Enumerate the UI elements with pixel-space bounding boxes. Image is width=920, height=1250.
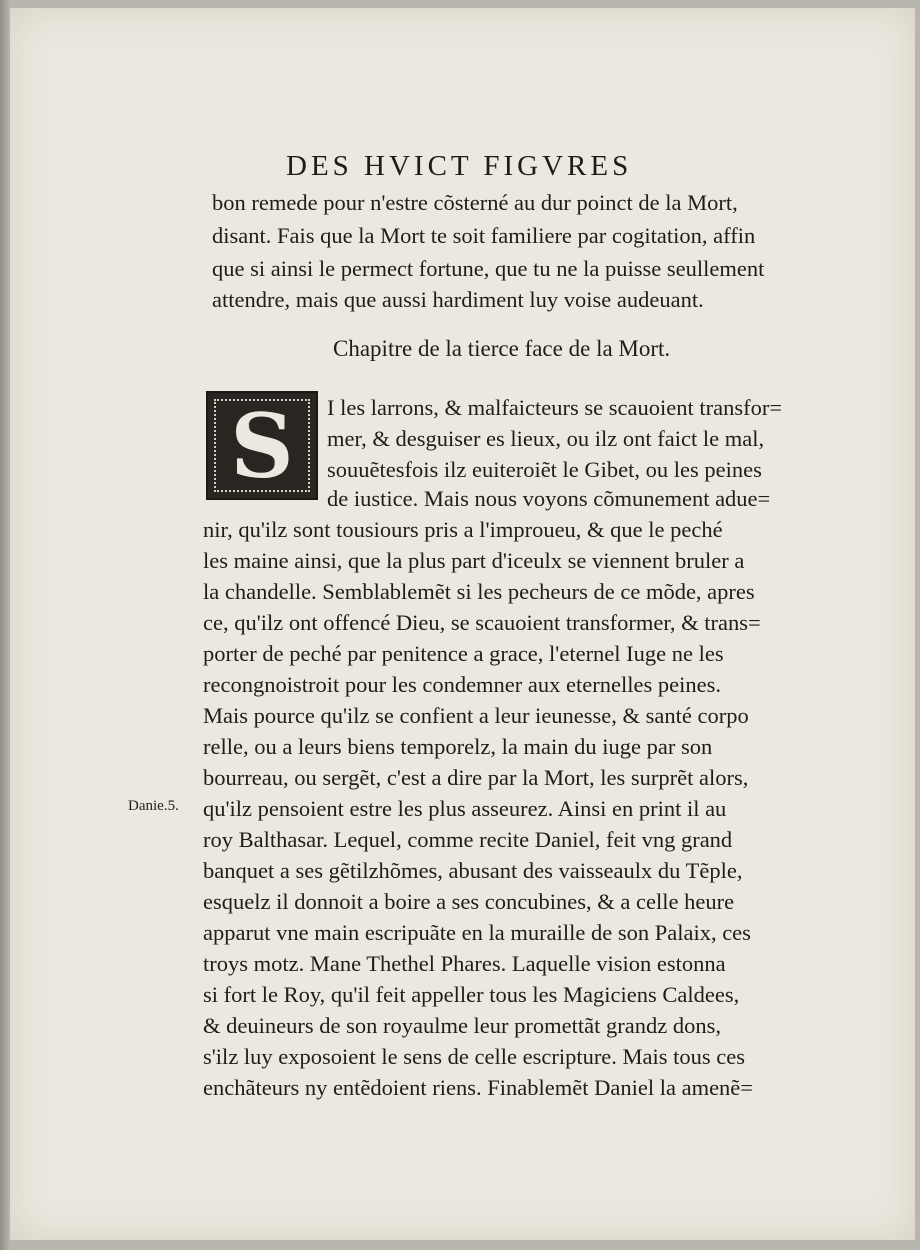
intro-line: attendre, mais que aussi hardiment luy voise audeuant.	[212, 287, 704, 312]
intro-line: disant. Fais que la Mort te soit familiere par cogitation, affin	[212, 223, 756, 248]
initial-line: mer, & desguiser es lieux, ou ilz ont faict le mal,	[327, 426, 765, 451]
body-line: Mais pource qu'ilz se confient a leur ieunesse, & santé corpo	[203, 703, 749, 728]
body-line: esquelz il donnoit a boire a ses concubines, & a celle heure	[203, 889, 735, 914]
running-head: DES HVICT FIGVRES	[286, 150, 633, 182]
body-line: nir, qu'ilz sont tousiours pris a l'improueu, & que le peché	[203, 517, 723, 542]
margin-note: Danie.5.	[128, 798, 179, 814]
body-line: la chandelle. Semblablemẽt si les pecheurs de ce mõde, apres	[203, 579, 755, 604]
initial-line: souuẽtesfois ilz euiteroiẽt le Gibet, ou les peines	[327, 457, 762, 482]
body-line: s'ilz luy exposoient le sens de celle escripture. Mais tous ces	[203, 1044, 746, 1069]
body-line: enchãteurs ny entẽdoient riens. Finablemẽt Daniel la amenẽ=	[203, 1075, 753, 1100]
body-line: recongnoistroit pour les condemner aux eternelles peines.	[203, 672, 721, 697]
body-line: relle, ou a leurs biens temporelz, la main du iuge par son	[203, 734, 713, 759]
initial-line: I les larrons, & malfaicteurs se scauoient transfor=	[327, 395, 783, 420]
body-line: qu'ilz pensoient estre les plus asseurez. Ainsi en print il au	[203, 796, 727, 821]
body-line: banquet a ses gẽtilzhõmes, abusant des vaisseaulx du Tẽple,	[203, 858, 743, 883]
initial-ornament	[214, 393, 310, 498]
initial-letter: S	[230, 393, 294, 498]
intro-line: que si ainsi le permect fortune, que tu ne la puisse seullement	[212, 256, 765, 281]
decorated-initial	[206, 391, 318, 500]
body-line: bourreau, ou sergẽt, c'est a dire par la Mort, les surprẽt alors,	[203, 765, 749, 790]
body-line: troys motz. Mane Thethel Phares. Laquelle vision estonna	[203, 951, 726, 976]
body-line: ce, qu'ilz ont offencé Dieu, se scauoient transformer, & trans=	[203, 610, 761, 635]
body-line: roy Balthasar. Lequel, comme recite Daniel, feit vng grand	[203, 827, 733, 852]
body-line: porter de peché par penitence a grace, l'eternel Iuge ne les	[203, 641, 724, 666]
chapter-title: Chapitre de la tierce face de la Mort.	[333, 336, 671, 361]
body-line: si fort le Roy, qu'il feit appeller tous les Magiciens Caldees,	[203, 982, 740, 1007]
body-line: apparut vne main escripuãte en la muraille de son Palaix, ces	[203, 920, 751, 945]
body-line: & deuineurs de son royaulme leur promettãt grandz dons,	[203, 1013, 721, 1038]
intro-line: bon remede pour n'estre cõsterné au dur poinct de la Mort,	[212, 190, 738, 215]
body-line: les maine ainsi, que la plus part d'iceulx se viennent bruler a	[203, 548, 745, 573]
initial-line: de iustice. Mais nous voyons cõmunement adue=	[327, 486, 771, 511]
scan-edge-shadow	[0, 0, 10, 1250]
